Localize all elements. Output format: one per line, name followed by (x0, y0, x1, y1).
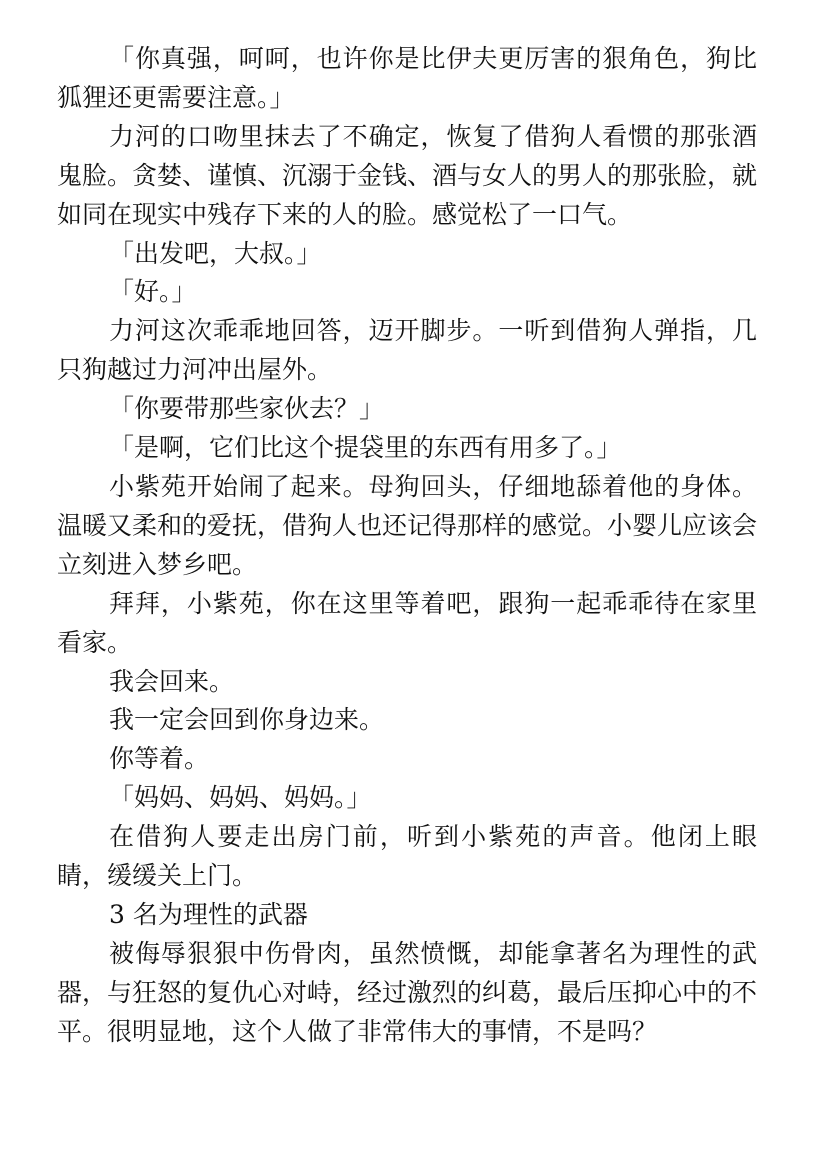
paragraph-6: 「你要带那些家伙去？」 (109, 394, 385, 424)
paragraph-13: 「妈妈、妈妈、妈妈。」 (109, 783, 372, 813)
paragraph-10: 我会回来。 (109, 666, 235, 696)
paragraph-14: 在借狗人要走出房门前，听到小紫苑的声音。他闭上眼睛，缓缓关上门。 (57, 822, 757, 891)
paragraph-9: 拜拜，小紫苑，你在这里等着吧，跟狗一起乖乖待在家里看家。 (57, 588, 757, 657)
paragraph-12: 你等着。 (109, 744, 210, 774)
paragraph-8: 小紫苑开始闹了起来。母狗回头，仔细地舔着他的身体。温暖又柔和的爱抚，借狗人也还记得那样的感觉。小婴儿应该会立刻进入梦乡吧。 (57, 471, 758, 579)
paragraph-2: 力河的口吻里抹去了不确定，恢复了借狗人看惯的那张酒鬼脸。贪婪、谨慎、沉溺于金钱、酒与女人的男人的那张脸，就如同在现实中残存下来的人的脸。感觉松了一口气。 (57, 121, 758, 229)
paragraph-4: 「好。」 (109, 277, 197, 307)
document-page (57, 40, 757, 1052)
paragraph-11: 我一定会回到你身边来。 (109, 705, 385, 735)
section-heading: 3 名为理性的武器 (109, 899, 308, 929)
paragraph-1: 「你真强，呵呵，也许你是比伊夫更厉害的狠角色，狗比狐狸还更需要注意。」 (57, 44, 757, 112)
paragraph-15: 被侮辱狠狠中伤骨肉，虽然愤慨，却能拿著名为理性的武器，与狂怒的复仇心对峙，经过激烈的纠葛，最后压抑心中的不平。很明显地，这个人做了非常伟大的事情，不是吗？ (57, 938, 758, 1046)
paragraph-7: 「是啊，它们比这个提袋里的东西有用多了。」 (109, 433, 622, 463)
paragraph-5: 力河这次乖乖地回答，迈开脚步。一听到借狗人弹指，几只狗越过力河冲出屋外。 (57, 316, 757, 385)
paragraph-3: 「出发吧，大叔。」 (109, 238, 322, 268)
